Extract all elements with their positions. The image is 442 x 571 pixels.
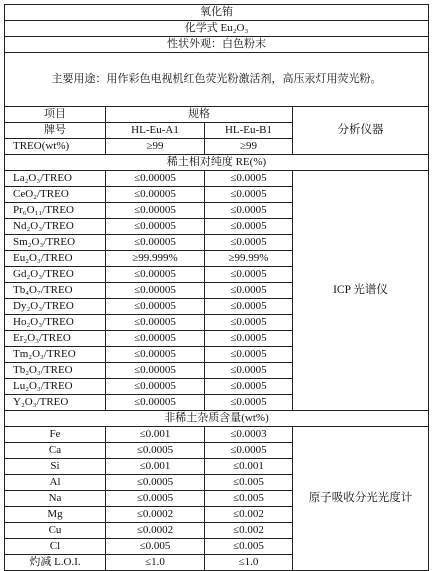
grade-a-value: ≤0.0005: [106, 443, 205, 459]
grade-b-value: ≤0.0005: [205, 235, 293, 251]
grade-b-value: ≤0.005: [205, 475, 293, 491]
grade-b-value: ≤0.0003: [205, 427, 293, 443]
grade-a-value: ≤0.00005: [106, 235, 205, 251]
grade-a-value: ≤0.00005: [106, 187, 205, 203]
grade-a-value: ≤0.001: [106, 427, 205, 443]
non-re-section-title: 非稀土杂质含量(wt%): [5, 411, 429, 427]
grade-b-value: ≤0.0005: [205, 171, 293, 187]
grade-a-value: ≤0.00005: [106, 331, 205, 347]
item-cell: Na: [5, 491, 106, 507]
item-cell: CeO₂/TREO: [5, 187, 106, 203]
analysis-instrument: 原子吸收分光光度计: [293, 427, 429, 571]
grade-b-value: ≤0.0005: [205, 203, 293, 219]
grade-b-value: ≤0.0005: [205, 315, 293, 331]
grade-b: HL-Eu-B1: [205, 123, 293, 139]
grade-b-value: ≤0.0005: [205, 347, 293, 363]
grade-a-value: ≤0.00005: [106, 379, 205, 395]
item-cell: Nd₂O₃/TREO: [5, 219, 106, 235]
grade-a-value: ≤0.00005: [106, 315, 205, 331]
header-item: 项目: [5, 107, 106, 123]
item-cell: Si: [5, 459, 106, 475]
item-cell: Cu: [5, 523, 106, 539]
spec-table: [4, 4, 429, 571]
grade-b-value: ≤0.0005: [205, 187, 293, 203]
item-cell: Sm₂O₃/TREO: [5, 235, 106, 251]
item-cell: Mg: [5, 507, 106, 523]
item-cell: Al: [5, 475, 106, 491]
product-title: 氧化铕: [5, 5, 429, 21]
grade-b-value: ≥99.99%: [205, 251, 293, 267]
grade-a-value: ≤0.00005: [106, 267, 205, 283]
item-cell: Ca: [5, 443, 106, 459]
grade-b-value: ≤0.005: [205, 491, 293, 507]
appearance: 性状外观：白色粉末: [5, 37, 429, 53]
header-instrument: 分析仪器: [293, 107, 429, 155]
chemical-formula: 化学式 Eu₂O₃: [5, 21, 429, 37]
grade-a-value: ≤0.0002: [106, 523, 205, 539]
grade-a-value: ≤0.00005: [106, 171, 205, 187]
grade-a-value: ≤0.00005: [106, 347, 205, 363]
formula-row: [5, 21, 429, 37]
item-cell: Tb₂O₃/TREO: [5, 363, 106, 379]
item-cell: Tm₂O₃/TREO: [5, 347, 106, 363]
grade-a-value: ≤0.00005: [106, 395, 205, 411]
grade-a-value: ≤0.00005: [106, 299, 205, 315]
grade-a: HL-Eu-A1: [106, 123, 205, 139]
non-re-section-title-row: [5, 411, 429, 427]
usage-row: [5, 53, 429, 107]
grade-b-value: ≤0.0005: [205, 379, 293, 395]
grade-b-value: ≤0.0005: [205, 283, 293, 299]
re-section-title-row: [5, 155, 429, 171]
item-cell: 灼减 L.O.I.: [5, 555, 106, 571]
item-cell: La₂O₃/TREO: [5, 171, 106, 187]
grade-a-value: ≤0.0005: [106, 491, 205, 507]
appearance-row: [5, 37, 429, 53]
grade-b-value: ≤1.0: [205, 555, 293, 571]
grade-b-value: ≤0.002: [205, 523, 293, 539]
main-usage: 主要用途：用作彩色电视机红色荧光粉激活剂，高压汞灯用荧光粉。: [5, 53, 429, 107]
grade-a-value: ≤0.00005: [106, 363, 205, 379]
grade-b-value: ≤0.0005: [205, 443, 293, 459]
non-re-table-row: [5, 427, 429, 443]
item-cell: Pr₆O₁₁/TREO: [5, 203, 106, 219]
treo-b: ≥99: [205, 139, 293, 155]
grade-b-value: ≤0.002: [205, 507, 293, 523]
grade-b-value: ≤0.0005: [205, 363, 293, 379]
title-row: [5, 5, 429, 21]
grade-a-value: ≤0.0005: [106, 475, 205, 491]
item-cell: Lu₂O₃/TREO: [5, 379, 106, 395]
item-cell: Cl: [5, 539, 106, 555]
item-cell: Eu₂O₃/TREO: [5, 251, 106, 267]
grade-b-value: ≤0.0005: [205, 219, 293, 235]
grade-b-value: ≤0.0005: [205, 299, 293, 315]
treo-a: ≥99: [106, 139, 205, 155]
grade-b-value: ≤0.005: [205, 539, 293, 555]
grade-a-value: ≥99.999%: [106, 251, 205, 267]
item-cell: Er₂O₃/TREO: [5, 331, 106, 347]
grade-b-value: ≤0.0005: [205, 267, 293, 283]
grade-b-value: ≤0.0005: [205, 331, 293, 347]
grade-b-value: ≤0.0005: [205, 395, 293, 411]
re-table-row: [5, 171, 429, 187]
item-cell: Ho₂O₃/TREO: [5, 315, 106, 331]
header-spec: 规格: [106, 107, 293, 123]
re-section-title: 稀土相对纯度 RE(%): [5, 155, 429, 171]
header-row: [5, 107, 429, 123]
item-cell: Dy₂O₃/TREO: [5, 299, 106, 315]
grade-a-value: ≤0.00005: [106, 283, 205, 299]
item-cell: Y₂O₃/TREO: [5, 395, 106, 411]
grade-a-value: ≤1.0: [106, 555, 205, 571]
grade-a-value: ≤0.005: [106, 539, 205, 555]
grade-a-value: ≤0.0002: [106, 507, 205, 523]
grade-a-value: ≤0.001: [106, 459, 205, 475]
item-cell: Tb₄O₇/TREO: [5, 283, 106, 299]
grade-label: 牌号: [5, 123, 106, 139]
treo-label: TREO(wt%): [5, 139, 106, 155]
item-cell: Fe: [5, 427, 106, 443]
analysis-instrument: ICP 光谱仪: [293, 171, 429, 411]
grade-a-value: ≤0.00005: [106, 203, 205, 219]
item-cell: Gd₂O₃/TREO: [5, 267, 106, 283]
grade-b-value: ≤0.001: [205, 459, 293, 475]
grade-a-value: ≤0.00005: [106, 219, 205, 235]
